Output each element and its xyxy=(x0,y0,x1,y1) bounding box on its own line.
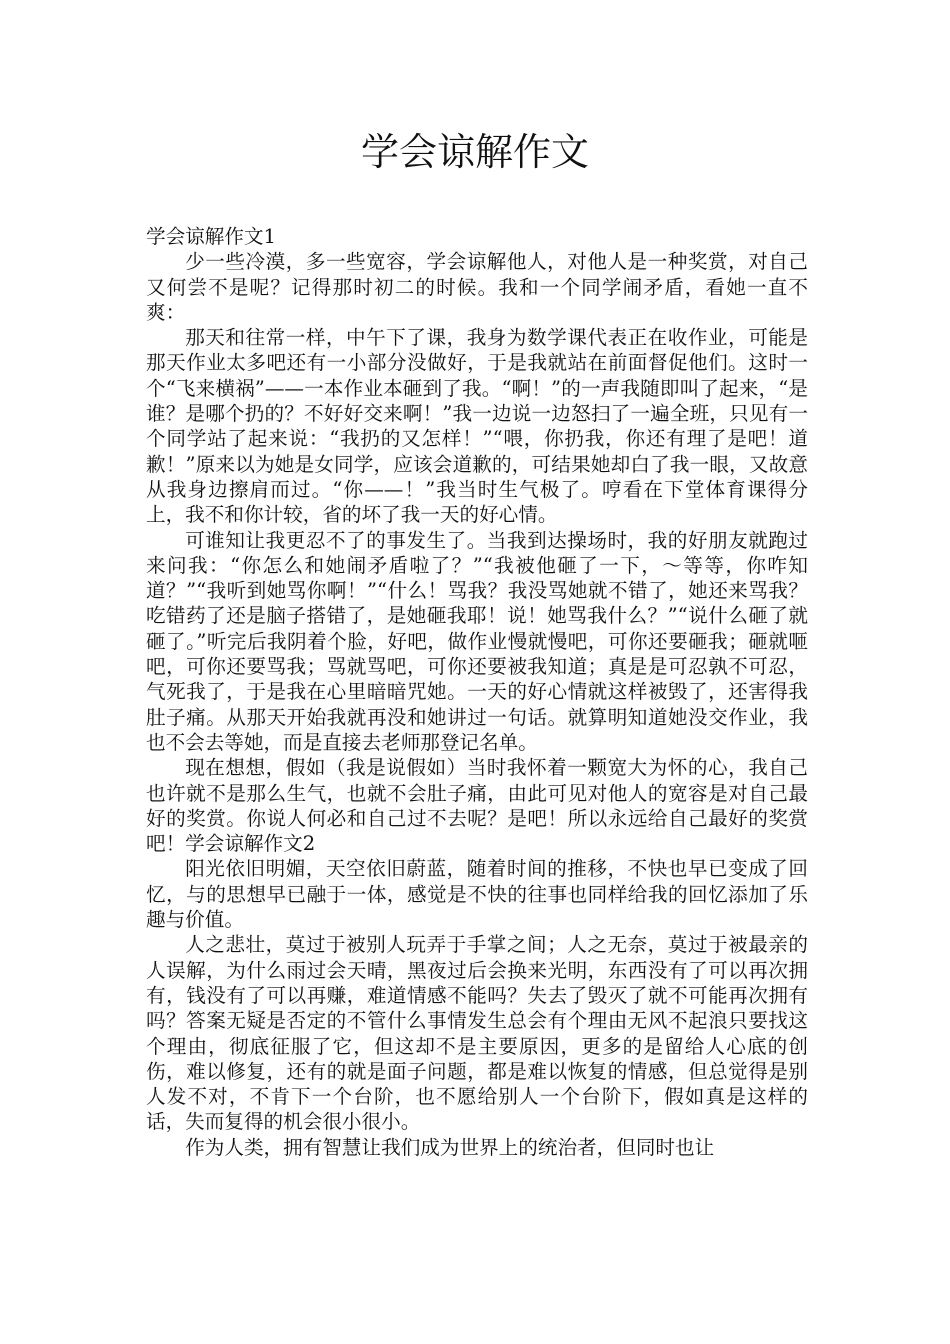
paragraph: 那天和往常一样，中午下了课，我身为数学课代表正在收作业，可能是那天作业太多吧还有一小部分没做好，于是我就站在前面督促他们。这时一个“飞来横祸”——一本作业本砸到了我。“啊！”的一声我随即叫了起来，“是谁？是哪个扔的？不好好交来啊！”我一边说一边怒扫了一遍全班，只见有一个同学站了起来说：“我扔的又怎样！”“喂，你扔我，你还有理了是吧！道歉！”原来以为她是女同学，应该会道歉的，可结果她却白了我一眼，又故意从我身边擦肩而过。“你——！”我当时生气极了。哼看在下堂体育课得分上，我不和你计较，省的坏了我一天的好心情。 xyxy=(146,326,808,527)
paragraph: 可谁知让我更忍不了的事发生了。当我到达操场时，我的好朋友就跑过来问我：“你怎么和她闹矛盾啦了？”“我被他砸了一下，～等等，你咋知道？”“我听到她骂你啊！”“什么！骂我？我没骂她就不错了，她还来骂我？吃错药了还是脑子搭错了，是她砸我耶！说！她骂我什么？”“说什么砸了就砸了。”听完后我阴着个脸，好吧，做作业慢就慢吧，可你还要砸我；砸就咂吧，可你还要骂我；骂就骂吧，可你还要被我知道；真是是可忍孰不可忍，气死我了，于是我在心里暗暗咒她。一天的好心情就这样被毁了，还害得我肚子痛。从那天开始我就再没和她讲过一句话。就算明知道她没交作业，我也不会去等她，而是直接去老师那登记名单。 xyxy=(146,528,808,754)
essay-heading: 学会谅解作文1 xyxy=(146,225,277,248)
paragraph: 少一些冷漠，多一些宽容，学会谅解他人，对他人是一种奖赏，对自己又何尝不是呢？记得那时初二的时候。我和一个同学闹矛盾，看她一直不爽： xyxy=(146,250,808,324)
paragraph: 现在想想，假如（我是说假如）当时我怀着一颗宽大为怀的心，我自己也许就不是那么生气，也就不会肚子痛，由此可见对他人的宽容是对自己最好的奖赏。你说人何必和自己过不去呢？是吧！所以永远给自己最好的奖赏吧！学会谅解作文2 xyxy=(146,756,808,856)
paragraph: 作为人类，拥有智慧让我们成为世界上的统治者，但同时也让 xyxy=(185,1135,715,1159)
paragraph: 阳光依旧明媚，天空依旧蔚蓝，随着时间的推移，不快也早已变成了回忆，与的思想早已融于一体，感觉是不快的往事也同样给我的回忆添加了乐趣与价值。 xyxy=(146,857,808,932)
document-body xyxy=(146,224,808,1160)
document-title: 学会谅解作文 xyxy=(360,130,589,174)
paragraph: 人之悲壮，莫过于被别人玩弄于手掌之间；人之无奈，莫过于被最亲的人误解，为什么雨过会天晴，黑夜过后会换来光明，东西没有了可以再次拥有，钱没有了可以再赚，难道情感不能吗？失去了毁灭了就不可能再次拥有吗？答案无疑是否定的不管什么事情发生总会有个理由无风不起浪只要找这个理由，彻底征服了它，但这却不是主要原因，更多的是留给人心底的创伤，难以修复，还有的就是面子问题，都是难以恢复的情感，但总觉得是别人发不对，不肯下一个台阶，也不愿给别人一个台阶下，假如真是这样的话，失而复得的机会很小很小。 xyxy=(146,933,808,1134)
